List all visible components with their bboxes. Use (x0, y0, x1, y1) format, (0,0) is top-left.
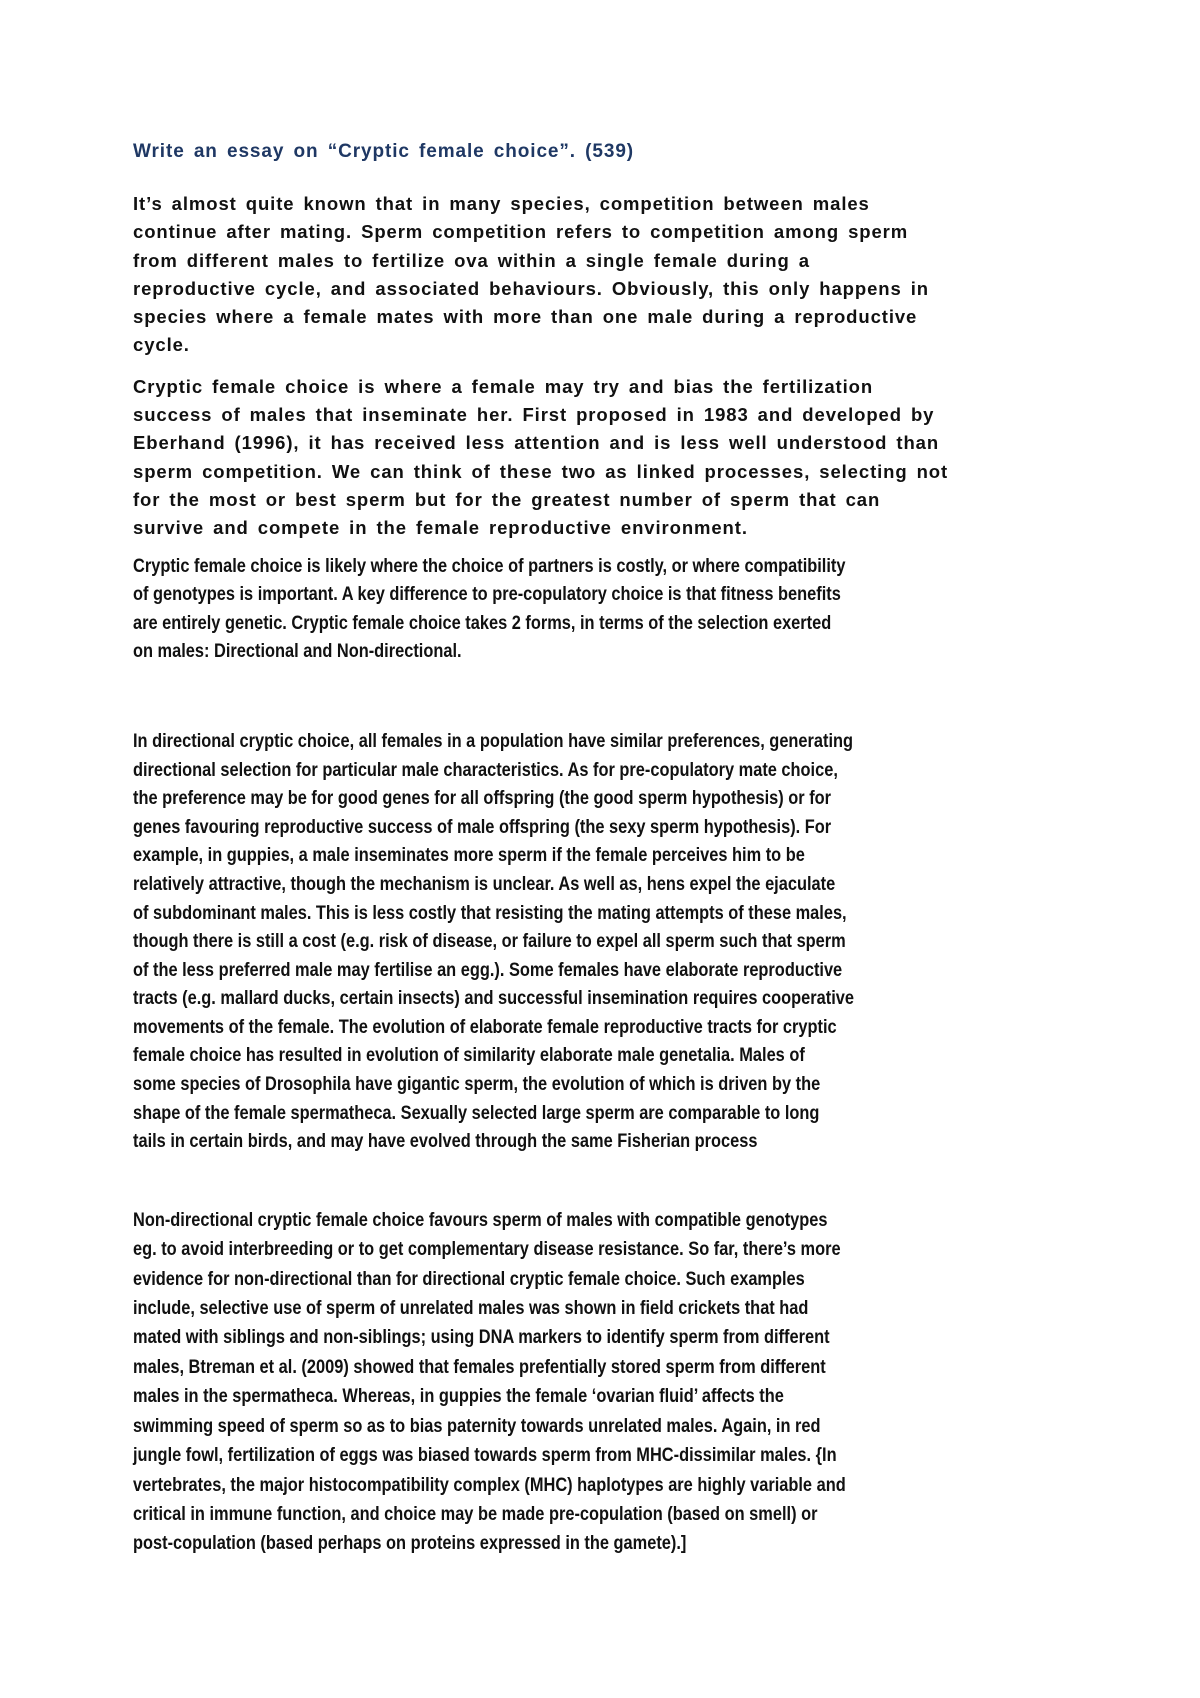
text-line: males in the spermatheca. Whereas, in guppies the female ‘ovarian fluid’ affects the (133, 1385, 784, 1408)
text-line: success of males that inseminate her. First proposed in 1983 and developed by (133, 404, 935, 426)
text-line: the preference may be for good genes for all offspring (the good sperm hypothesis) or for (133, 787, 832, 810)
text-line: directional selection for particular male characteristics. As for pre-copulatory mate choice, (133, 758, 838, 781)
text-line: for the most or best sperm but for the greatest number of sperm that can (133, 488, 881, 510)
text-line: reproductive cycle, and associated behaviours. Obviously, this only happens in (133, 277, 929, 299)
text-line: post-copulation (based perhaps on proteins expressed in the gamete).] (133, 1532, 687, 1555)
text-line: Non-directional cryptic female choice favours sperm of males with compatible genotypes (133, 1208, 828, 1231)
paragraph-choice-costly-forms (133, 552, 1200, 666)
text-line: vertebrates, the major histocompatibility complex (MHC) haplotypes are highly variable and (133, 1473, 846, 1496)
text-line: sperm competition. We can think of these two as linked processes, selecting not (133, 460, 949, 482)
text-line: of genotypes is important. A key difference to pre-copulatory choice is that fitness benefits (133, 583, 841, 606)
text-line: tails in certain birds, and may have evolved through the same Fisherian process (133, 1130, 758, 1153)
text-line: tracts (e.g. mallard ducks, certain insects) and successful insemination requires cooperative (133, 987, 854, 1010)
text-line: continue after mating. Sperm competition refers to competition among sperm (133, 221, 909, 243)
text-line: relatively attractive, though the mechanism is unclear. As well as, hens expel the ejaculate (133, 872, 836, 895)
text-line: though there is still a cost (e.g. risk of disease, or failure to expel all sperm such that sperm (133, 930, 846, 953)
paragraph-cryptic-choice-definition (133, 373, 1200, 543)
text-line: genes favouring reproductive success of male offspring (the sexy sperm hypothesis). For (133, 815, 832, 838)
text-line: jungle fowl, fertilization of eggs was biased towards sperm from MHC-dissimilar males. {In (133, 1444, 837, 1467)
text-line: shape of the female spermatheca. Sexually selected large sperm are comparable to long (133, 1101, 820, 1124)
text-line: Cryptic female choice is where a female may try and bias the fertilization (133, 375, 874, 397)
text-line: example, in guppies, a male inseminates more sperm if the female perceives him to be (133, 844, 805, 867)
text-line: are entirely genetic. Cryptic female choice takes 2 forms, in terms of the selection exerted (133, 611, 832, 634)
text-line: of the less preferred male may fertilise an egg.). Some females have elaborate reproductive (133, 958, 843, 981)
text-line: swimming speed of sperm so as to bias paternity towards unrelated males. Again, in red (133, 1414, 821, 1437)
text-line: include, selective use of sperm of unrelated males was shown in field crickets that had (133, 1297, 809, 1320)
text-line: species where a female mates with more than one male during a reproductive (133, 306, 918, 328)
text-line: on males: Directional and Non-directional. (133, 640, 462, 663)
text-line: survive and compete in the female reproductive environment. (133, 517, 748, 539)
text-line: from different males to fertilize ova within a single female during a (133, 249, 810, 271)
text-line: Cryptic female choice is likely where the choice of partners is costly, or where compatibility (133, 554, 846, 577)
text-line: critical in immune function, and choice may be made pre-copulation (based on smell) or (133, 1502, 818, 1525)
text-line: some species of Drosophila have gigantic sperm, the evolution of which is driven by the (133, 1073, 821, 1096)
text-line: cycle. (133, 334, 190, 356)
text-line: mated with siblings and non-siblings; using DNA markers to identify sperm from different (133, 1326, 830, 1349)
text-line: of subdominant males. This is less costly that resisting the mating attempts of these males, (133, 901, 847, 924)
text-line: Eberhand (1996), it has received less attention and is less well understood than (133, 432, 940, 454)
text-line: males, Btreman et al. (2009) showed that females prefentially stored sperm from different (133, 1355, 826, 1378)
text-line: It’s almost quite known that in many species, competition between males (133, 193, 870, 214)
text-line: female choice has resulted in evolution of similarity elaborate male genetalia. Males of (133, 1044, 805, 1067)
paragraph-non-directional-choice (133, 1206, 1200, 1559)
paragraph-sperm-competition-intro (133, 190, 1200, 360)
essay-title: Write an essay on “Cryptic female choice”. (539) (133, 141, 635, 162)
text-line: In directional cryptic choice, all females in a population have similar preferences, generating (133, 729, 854, 752)
text-line: evidence for non-directional than for directional cryptic female choice. Such examples (133, 1267, 805, 1290)
text-line: eg. to avoid interbreeding or to get complementary disease resistance. So far, there’s more (133, 1238, 841, 1261)
paragraph-directional-choice (133, 727, 1200, 1156)
text-line: movements of the female. The evolution of elaborate female reproductive tracts for cryptic (133, 1015, 837, 1038)
